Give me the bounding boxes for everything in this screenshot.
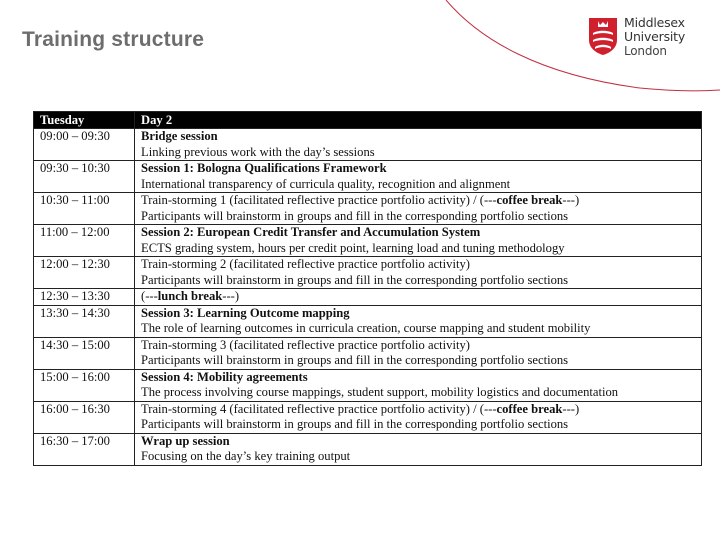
table-row bbox=[34, 161, 702, 193]
session-title bbox=[141, 161, 701, 177]
table-row bbox=[34, 257, 702, 289]
time-cell: 16:00 – 16:30 bbox=[34, 401, 135, 433]
session-description: The role of learning outcomes in curricula creation, course mapping and student mobility bbox=[141, 321, 591, 335]
break-tail: ---) bbox=[562, 193, 580, 207]
session-description: Participants will brainstorm in groups and fill in the corresponding portfolio sections bbox=[141, 353, 569, 367]
session-label: Session 3 bbox=[141, 305, 190, 320]
session-name: Bologna Qualifications Framework bbox=[197, 161, 387, 175]
break-tail: ---) bbox=[222, 289, 240, 303]
header-day: Tuesday bbox=[34, 112, 135, 129]
session-name: Mobility agreements bbox=[197, 369, 308, 384]
activity-text: Train-storming 4 (facilitated reflective practice portfolio activity) / (--- bbox=[141, 401, 497, 416]
time-cell: 11:00 – 12:00 bbox=[34, 225, 135, 257]
session-sep: : bbox=[189, 161, 197, 175]
session-label: Session 4 bbox=[141, 369, 190, 384]
session-description: Linking previous work with the day’s sessions bbox=[141, 144, 375, 159]
time-cell: 09:00 – 09:30 bbox=[34, 129, 135, 161]
time-cell: 09:30 – 10:30 bbox=[34, 161, 135, 193]
session-cell bbox=[135, 433, 702, 465]
session-title bbox=[141, 402, 701, 418]
time-cell: 16:30 – 17:00 bbox=[34, 433, 135, 465]
shield-crest-icon bbox=[588, 16, 618, 56]
table-row bbox=[34, 337, 702, 369]
table-row bbox=[34, 193, 702, 225]
time-cell: 12:30 – 13:30 bbox=[34, 289, 135, 306]
session-title bbox=[141, 225, 701, 241]
break-tail: ---) bbox=[562, 401, 580, 416]
session-sep: : bbox=[189, 225, 197, 239]
session-description: ECTS grading system, hours per credit point, learning load and tuning methodology bbox=[141, 240, 565, 255]
break-head: (--- bbox=[141, 289, 158, 303]
session-cell bbox=[135, 161, 702, 193]
session-cell bbox=[135, 193, 702, 225]
session-cell bbox=[135, 225, 702, 257]
session-description: Focusing on the day’s key training output bbox=[141, 449, 351, 463]
session-title: Wrap up session bbox=[141, 433, 230, 448]
session-title bbox=[141, 306, 701, 322]
session-label: Session 1 bbox=[141, 161, 190, 175]
session-sep: : bbox=[189, 369, 197, 384]
table-header-row bbox=[34, 112, 702, 129]
table-row bbox=[34, 369, 702, 401]
time-cell: 14:30 – 15:00 bbox=[34, 337, 135, 369]
schedule-table bbox=[33, 111, 702, 466]
time-cell: 15:00 – 16:00 bbox=[34, 369, 135, 401]
table-row bbox=[34, 401, 702, 433]
table-row bbox=[34, 433, 702, 465]
break-label: lunch break bbox=[157, 289, 223, 303]
session-label: Session 2 bbox=[141, 225, 190, 239]
session-description: The process involving course mappings, student support, mobility logistics and documentation bbox=[141, 385, 619, 399]
table-row bbox=[34, 289, 702, 306]
session-cell bbox=[135, 257, 702, 289]
logo-line-3: London bbox=[624, 44, 667, 58]
session-description: Participants will brainstorm in groups and fill in the corresponding portfolio sections bbox=[141, 272, 569, 287]
break-label: coffee break bbox=[496, 193, 563, 207]
activity-text: Train-storming 1 (facilitated reflective practice portfolio activity) / (--- bbox=[141, 193, 497, 207]
table-row bbox=[34, 129, 702, 161]
session-name: Learning Outcome mapping bbox=[197, 305, 350, 320]
session-cell bbox=[135, 337, 702, 369]
session-title bbox=[141, 193, 701, 209]
session-cell bbox=[135, 305, 702, 337]
session-name: European Credit Transfer and Accumulation System bbox=[197, 225, 481, 239]
session-cell bbox=[135, 369, 702, 401]
table-row bbox=[34, 225, 702, 257]
header-day-number: Day 2 bbox=[135, 112, 702, 129]
session-description: Participants will brainstorm in groups and fill in the corresponding portfolio sections bbox=[141, 417, 569, 431]
time-cell: 10:30 – 11:00 bbox=[34, 193, 135, 225]
session-description: Participants will brainstorm in groups and fill in the corresponding portfolio sections bbox=[141, 208, 569, 223]
time-cell: 13:30 – 14:30 bbox=[34, 305, 135, 337]
logo-line-1: Middlesex bbox=[624, 15, 685, 30]
session-title: Train-storming 3 (facilitated reflective practice portfolio activity) bbox=[141, 337, 470, 352]
session-sep: : bbox=[189, 305, 197, 320]
session-cell bbox=[135, 289, 702, 306]
session-description: International transparency of curricula quality, recognition and alignment bbox=[141, 176, 511, 191]
table-row bbox=[34, 305, 702, 337]
session-cell bbox=[135, 129, 702, 161]
slide-title: Training structure bbox=[22, 28, 205, 51]
session-title: Bridge session bbox=[141, 129, 218, 143]
session-cell bbox=[135, 401, 702, 433]
logo-line-2: University bbox=[624, 29, 686, 44]
logo-wordmark bbox=[624, 16, 685, 58]
break-label: coffee break bbox=[496, 401, 563, 416]
session-title: Train-storming 2 (facilitated reflective practice portfolio activity) bbox=[141, 257, 470, 271]
time-cell: 12:00 – 12:30 bbox=[34, 257, 135, 289]
session-title bbox=[141, 289, 701, 305]
session-title bbox=[141, 370, 701, 386]
university-logo bbox=[588, 16, 685, 58]
